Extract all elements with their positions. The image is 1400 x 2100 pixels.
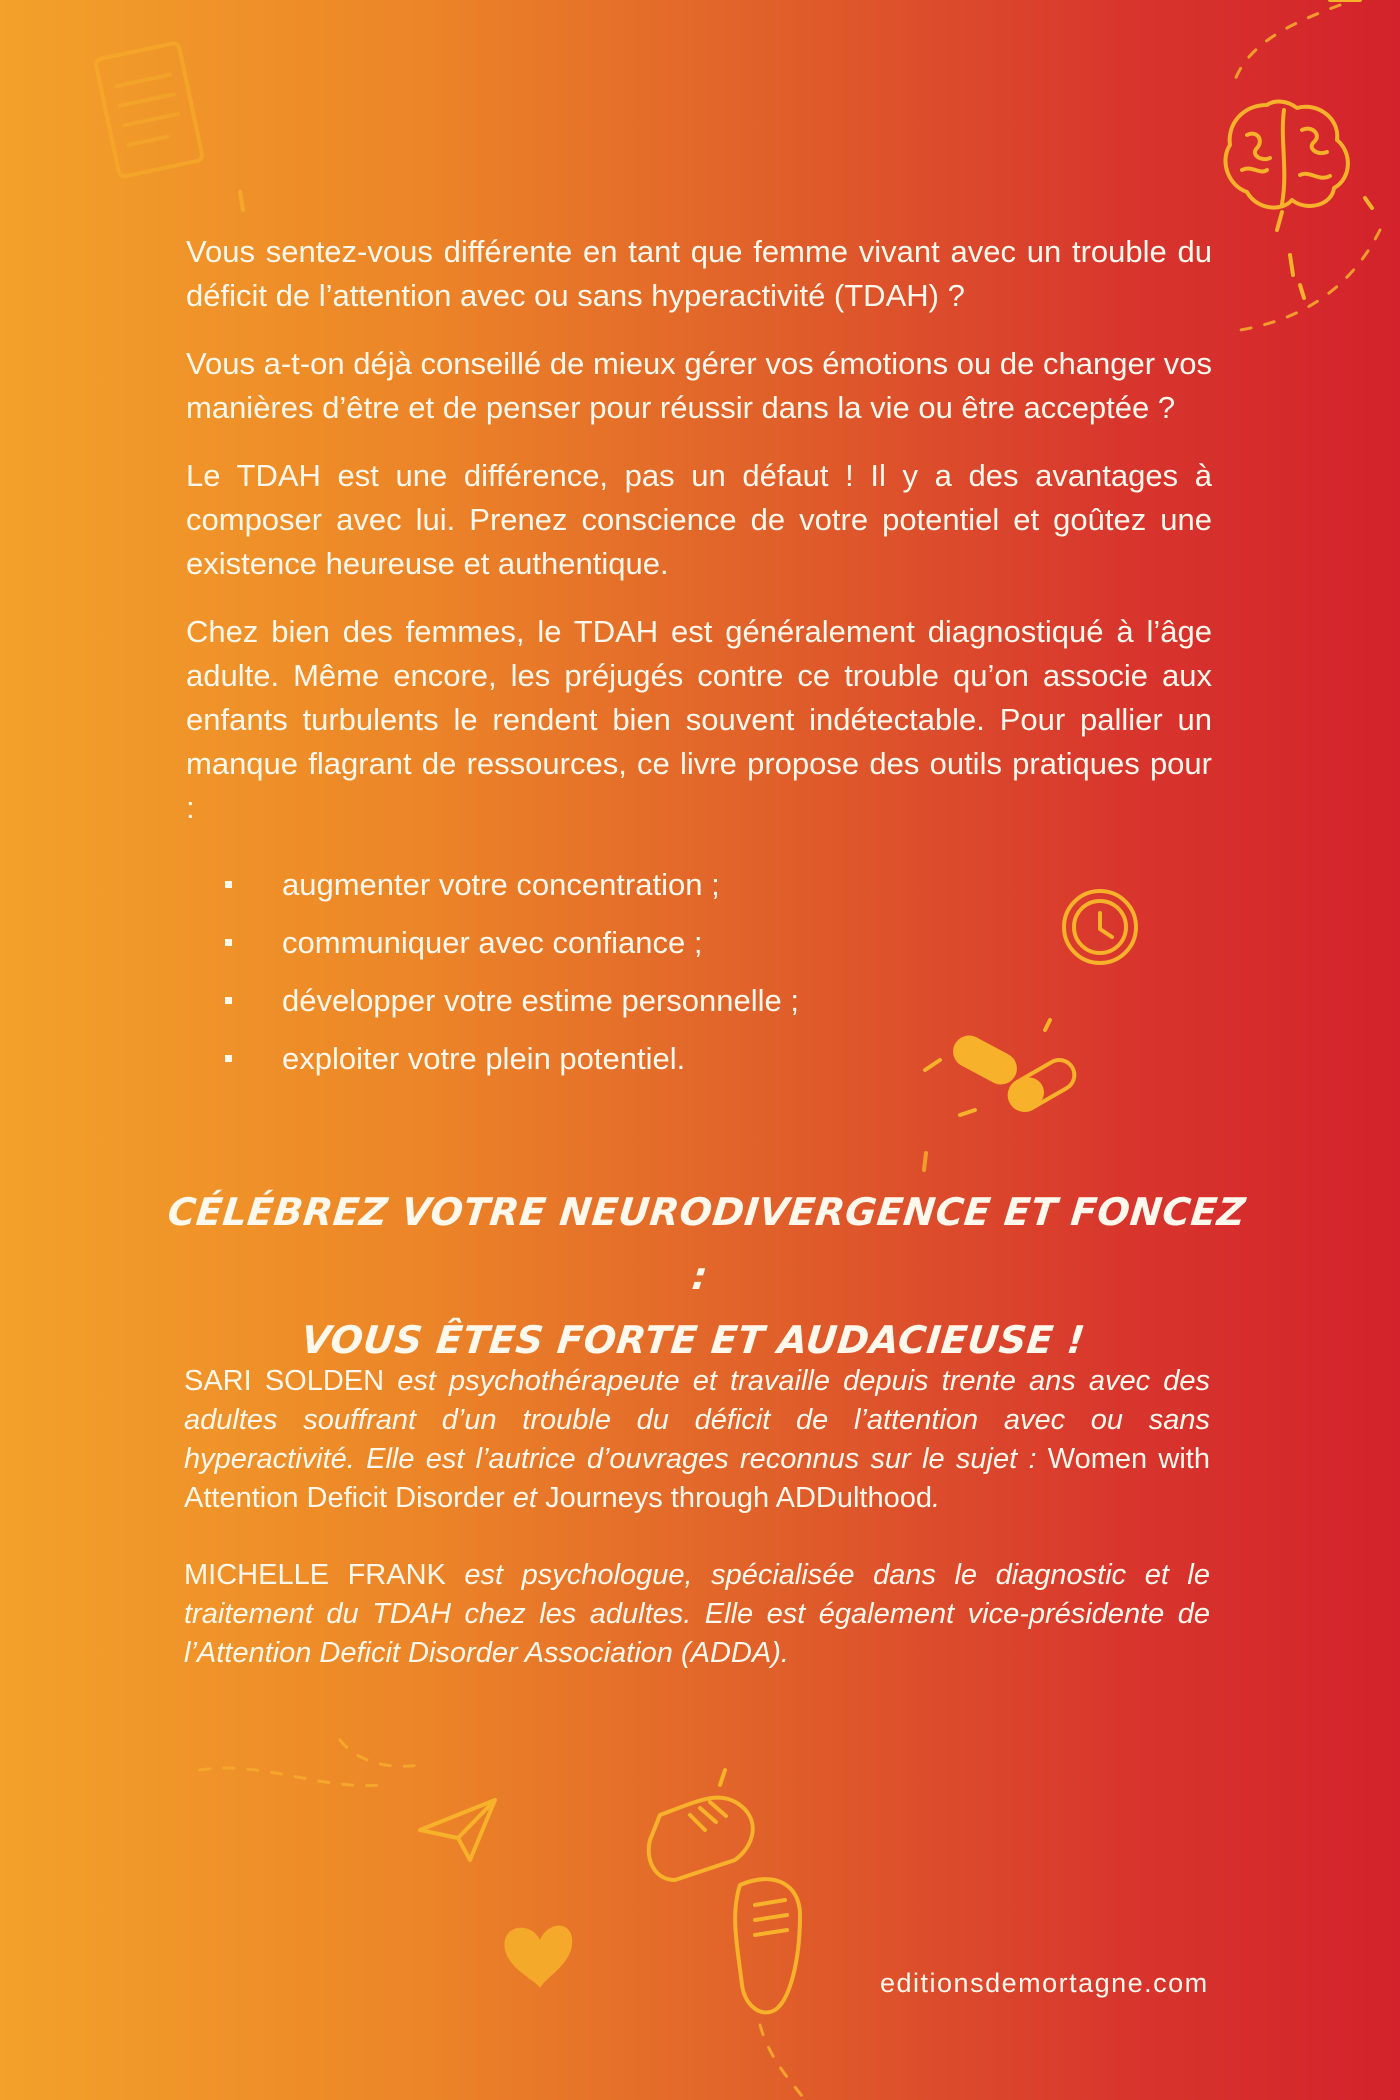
author-name: SARI SOLDEN: [184, 1365, 385, 1397]
publisher-website[interactable]: editionsdemortagne.com: [880, 1968, 1209, 1998]
tools-list: [186, 856, 1212, 1088]
bullet-square-icon: [225, 939, 232, 946]
bio-text: .: [931, 1482, 941, 1514]
slogan-line-1: CÉLÉBREZ VOTRE NEURODIVERGENCE ET FONCEZ :: [165, 1190, 1248, 1298]
notepad-icon: [95, 42, 203, 177]
intro-paragraph-2: Vous a-t-on déjà conseillé de mieux gérer vos émotions ou de changer vos manières d’être et de penser pour réussir dans la vie ou être acceptée ?: [186, 346, 1212, 425]
heart-icon: [504, 1926, 572, 1988]
list-item-text: développer votre estime personnelle ;: [282, 983, 799, 1018]
list-item: [282, 972, 1212, 1030]
slogan-line-2: VOUS ÊTES FORTE ET AUDACIEUSE !: [299, 1318, 1088, 1362]
book-title: Journeys through ADDulthood: [545, 1482, 932, 1514]
intro-paragraph-1: Vous sentez-vous différente en tant que femme vivant avec un trouble du déficit de l’attention avec ou sans hyperactivité (TDAH) ?: [186, 234, 1212, 313]
bio-text: est psychothérapeute et travaille depuis trente ans avec des adultes souffrant d’un trouble du déficit de l’attention avec ou sans hyperactivité. Elle est l’autrice d’ouvrages reconnus sur le sujet :: [184, 1365, 1210, 1475]
intro-section: [186, 230, 1212, 1088]
list-item-text: communiquer avec confiance ;: [282, 925, 703, 960]
list-item: [282, 914, 1212, 972]
list-item-text: exploiter votre plein potentiel.: [282, 1041, 686, 1076]
brain-icon: [1225, 102, 1347, 230]
list-item: [282, 1030, 1212, 1088]
bio-text: est psychologue, spécialisée dans le diagnostic et le traitement du TDAH chez les adultes. Elle est également vice-présidente de l’Attention Deficit Disorder Association (ADDA).: [184, 1559, 1211, 1669]
intro-paragraph-3: Le TDAH est une différence, pas un défaut ! Il y a des avantages à composer avec lui. Prenez conscience de votre potentiel et goûtez une existence heureuse et authentique.: [186, 458, 1212, 581]
author-bio-solden: [184, 1362, 1210, 1518]
bullet-square-icon: [225, 1055, 232, 1062]
bullet-square-icon: [225, 881, 232, 888]
sneakers-icon: [649, 1770, 800, 2012]
paper-plane-icon: [420, 1800, 495, 1860]
author-name: MICHELLE FRANK: [184, 1559, 446, 1591]
author-bio-frank: [184, 1556, 1210, 1673]
bullet-square-icon: [225, 997, 232, 1004]
book-title: Women with Attention Deficit Disorder: [184, 1443, 1210, 1514]
list-item-text: augmenter votre concentration ;: [282, 867, 720, 902]
bio-text: et: [504, 1482, 546, 1514]
list-item: [282, 856, 1212, 914]
intro-paragraph-4: Chez bien des femmes, le TDAH est généralement diagnostiqué à l’âge adulte. Même encore, les préjugés contre ce trouble qu’on associe aux enfants turbulents le rendent bien souvent indétectable. Pour pallier un manque flagrant de ressources, ce livre propose des outils pratiques pour :: [186, 614, 1212, 825]
slogan: [140, 1180, 1260, 1372]
